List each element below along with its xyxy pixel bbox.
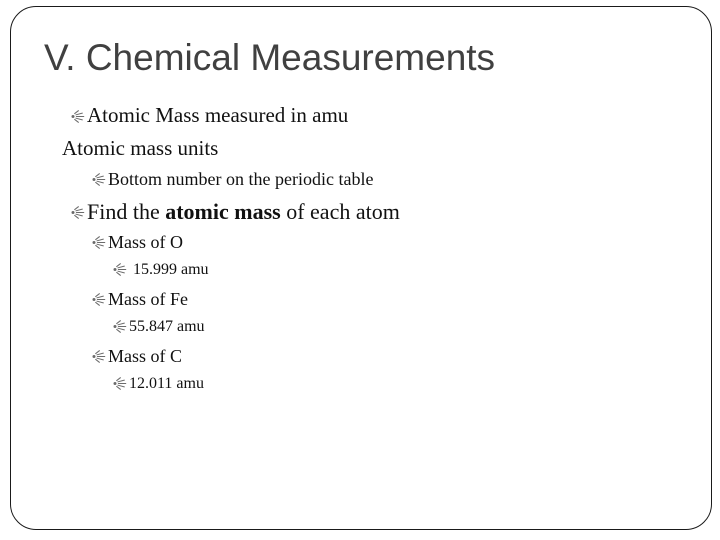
bullet-text: Mass of O [108, 232, 183, 252]
bullet-item-value-c [112, 376, 204, 392]
bullet-item-mass-of-c [91, 347, 182, 365]
bullet-item-mass-of-o [91, 233, 183, 251]
bullet-text: Atomic mass units [62, 136, 219, 160]
bullet-text: 55.847 amu [129, 318, 205, 335]
sun-ray-bullet-icon [91, 292, 106, 307]
bullet-text-prefix: Find the [87, 199, 166, 224]
sun-ray-bullet-icon [91, 235, 106, 250]
bullet-text: Bottom number on the periodic table [108, 169, 374, 189]
bullet-text: Mass of C [108, 346, 183, 366]
sun-ray-bullet-icon [91, 349, 106, 364]
bullet-item-value-o [112, 262, 209, 278]
bullet-item-atomic-mass [70, 105, 348, 126]
sun-ray-bullet-icon [70, 109, 85, 124]
bullet-text: 15.999 amu [129, 261, 209, 278]
bullet-text: 12.011 amu [129, 375, 204, 392]
bullet-text-bold: atomic mass [165, 199, 281, 224]
sun-ray-bullet-icon [70, 205, 85, 220]
bullet-item-bottom-number [91, 170, 373, 188]
bullet-text-suffix: of each atom [280, 199, 400, 224]
text-atomic-mass-units [62, 138, 218, 159]
bullet-item-value-fe [112, 319, 205, 335]
sun-ray-bullet-icon [112, 319, 127, 334]
bullet-item-mass-of-fe [91, 290, 188, 308]
bullet-text: Mass of Fe [108, 289, 188, 309]
bullet-text: Atomic Mass measured in amu [87, 103, 349, 127]
sun-ray-bullet-icon [91, 172, 106, 187]
sun-ray-bullet-icon [112, 262, 127, 277]
slide-title: V. Chemical Measurements [44, 37, 496, 78]
sun-ray-bullet-icon [112, 376, 127, 391]
bullet-item-find-atomic-mass [70, 201, 400, 223]
